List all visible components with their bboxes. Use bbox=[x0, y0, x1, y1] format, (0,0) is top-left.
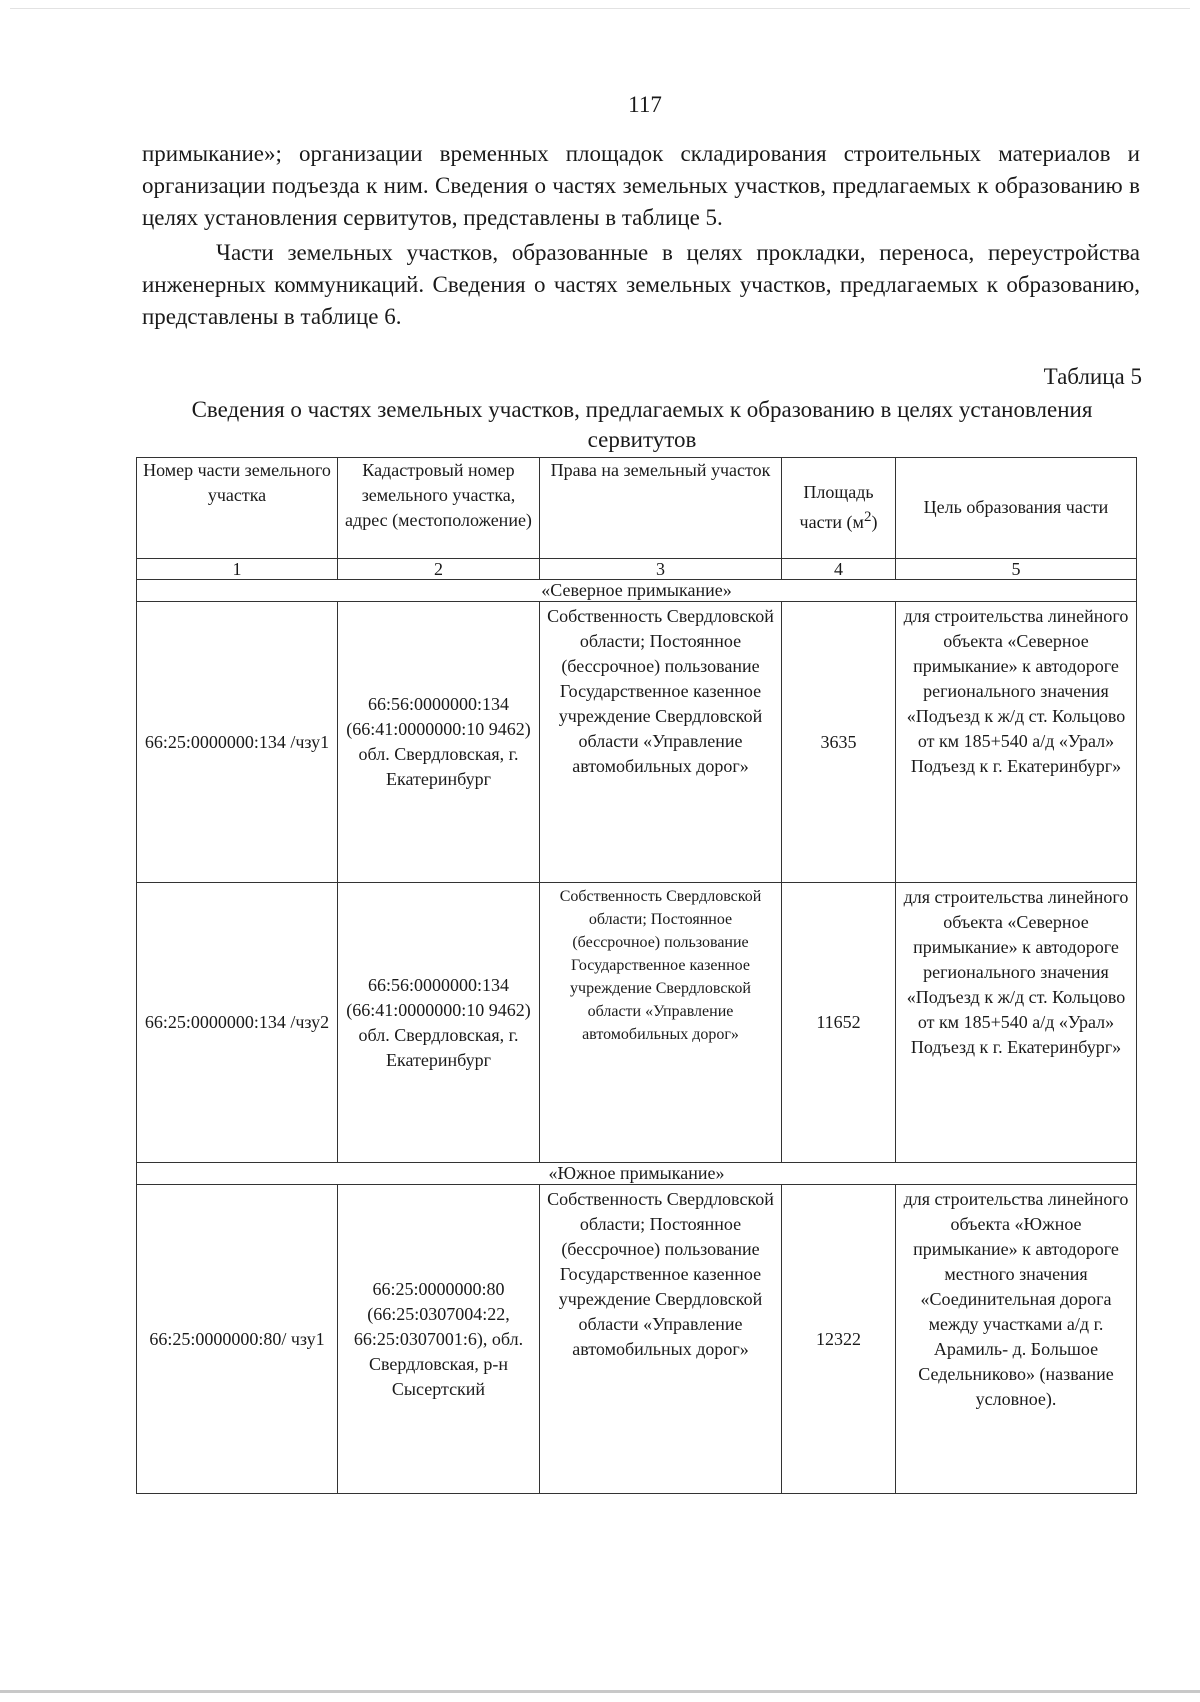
table-label: Таблица 5 bbox=[1043, 364, 1142, 389]
cell-rights: Собственность Свердловской области; Постоянное (бессрочное) пользование Государственное казенное учреждение Свердловской области «Управление автомобильных дорог» bbox=[540, 883, 782, 1163]
cell-purpose: для строительства линейного объекта «Северное примыкание» к автодороге регионального значения «Подъезд к ж/д ст. Кольцово от км 185+540 а/д «Урал» Подъезд к г. Екатеринбург» bbox=[896, 883, 1137, 1163]
table-caption: Сведения о частях земельных участков, предлагаемых к образованию в целях установления сервитутов bbox=[191, 397, 1093, 452]
table-row bbox=[137, 1185, 1137, 1494]
cell-purpose: для строительства линейного объекта «Южное примыкание» к автодороге местного значения «Соединительная дорога между участками а/д г. Арамиль- д. Большое Седельниково» (название условное). bbox=[896, 1185, 1137, 1494]
section-row-north bbox=[137, 580, 1137, 602]
cell-cadastral: 66:56:0000000:134 (66:41:0000000:10 9462) обл. Свердловская, г. Екатеринбург bbox=[338, 883, 540, 1163]
cell-cadastral: 66:56:0000000:134 (66:41:0000000:10 9462) обл. Свердловская, г. Екатеринбург bbox=[338, 602, 540, 883]
column-number: 3 bbox=[540, 559, 782, 580]
header-area-tail: ) bbox=[871, 511, 878, 532]
table-row bbox=[137, 883, 1137, 1163]
header-area-sup: 2 bbox=[863, 508, 872, 525]
column-number-row bbox=[137, 559, 1137, 580]
header-area-main: Площадь части (м bbox=[799, 481, 874, 532]
paragraph-2: Части земельных участков, образованные в целях прокладки, переноса, переустройства инженерных коммуникаций. Сведения о частях земельных участков, предлагаемых к образованию, представлены в таблице 6. bbox=[142, 240, 1140, 329]
column-number: 4 bbox=[782, 559, 896, 580]
header-rights: Права на земельный участок bbox=[540, 458, 782, 559]
cell-purpose: для строительства линейного объекта «Северное примыкание» к автодороге регионального значения «Подъезд к ж/д ст. Кольцово от км 185+540 а/д «Урал» Подъезд к г. Екатеринбург» bbox=[896, 602, 1137, 883]
column-number: 5 bbox=[896, 559, 1137, 580]
header-cadastral: Кадастровый номер земельного участка, адрес (местоположение) bbox=[338, 458, 540, 559]
header-area bbox=[782, 458, 896, 559]
section-row-south bbox=[137, 1163, 1137, 1185]
cell-area: 11652 bbox=[782, 883, 896, 1163]
table-row bbox=[137, 602, 1137, 883]
cell-area: 12322 bbox=[782, 1185, 896, 1494]
paragraph-1: примыкание»; организации временных площадок складирования строительных материалов и организации подъезда к ним. Сведения о частях земельных участков, предлагаемых к образованию в целях установления сервитутов, представлены в таблице 5. bbox=[142, 141, 1140, 230]
servitude-table bbox=[136, 457, 1137, 1494]
cell-part-number: 66:25:0000000:134 /чзу2 bbox=[137, 883, 338, 1163]
body-text bbox=[142, 138, 1140, 333]
cell-rights: Собственность Свердловской области; Постоянное (бессрочное) пользование Государственное казенное учреждение Свердловской области «Управление автомобильных дорог» bbox=[540, 1185, 782, 1494]
cell-part-number: 66:25:0000000:134 /чзу1 bbox=[137, 602, 338, 883]
header-part-number: Номер части земельного участка bbox=[137, 458, 338, 559]
cell-part-number: 66:25:0000000:80/ чзу1 bbox=[137, 1185, 338, 1494]
scan-edge-bottom bbox=[0, 1690, 1200, 1693]
header-purpose: Цель образования части bbox=[896, 458, 1137, 559]
section-title: «Южное примыкание» bbox=[137, 1163, 1137, 1185]
cell-rights: Собственность Свердловской области; Постоянное (бессрочное) пользование Государственное казенное учреждение Свердловской области «Управление автомобильных дорог» bbox=[540, 602, 782, 883]
page-number: 117 bbox=[628, 92, 662, 117]
column-number: 2 bbox=[338, 559, 540, 580]
table-header-row bbox=[137, 458, 1137, 559]
scan-edge-top bbox=[10, 8, 1190, 9]
column-number: 1 bbox=[137, 559, 338, 580]
cell-area: 3635 bbox=[782, 602, 896, 883]
cell-cadastral: 66:25:0000000:80 (66:25:0307004:22, 66:25:0307001:6), обл. Свердловская, р-н Сысертский bbox=[338, 1185, 540, 1494]
section-title: «Северное примыкание» bbox=[137, 580, 1137, 602]
